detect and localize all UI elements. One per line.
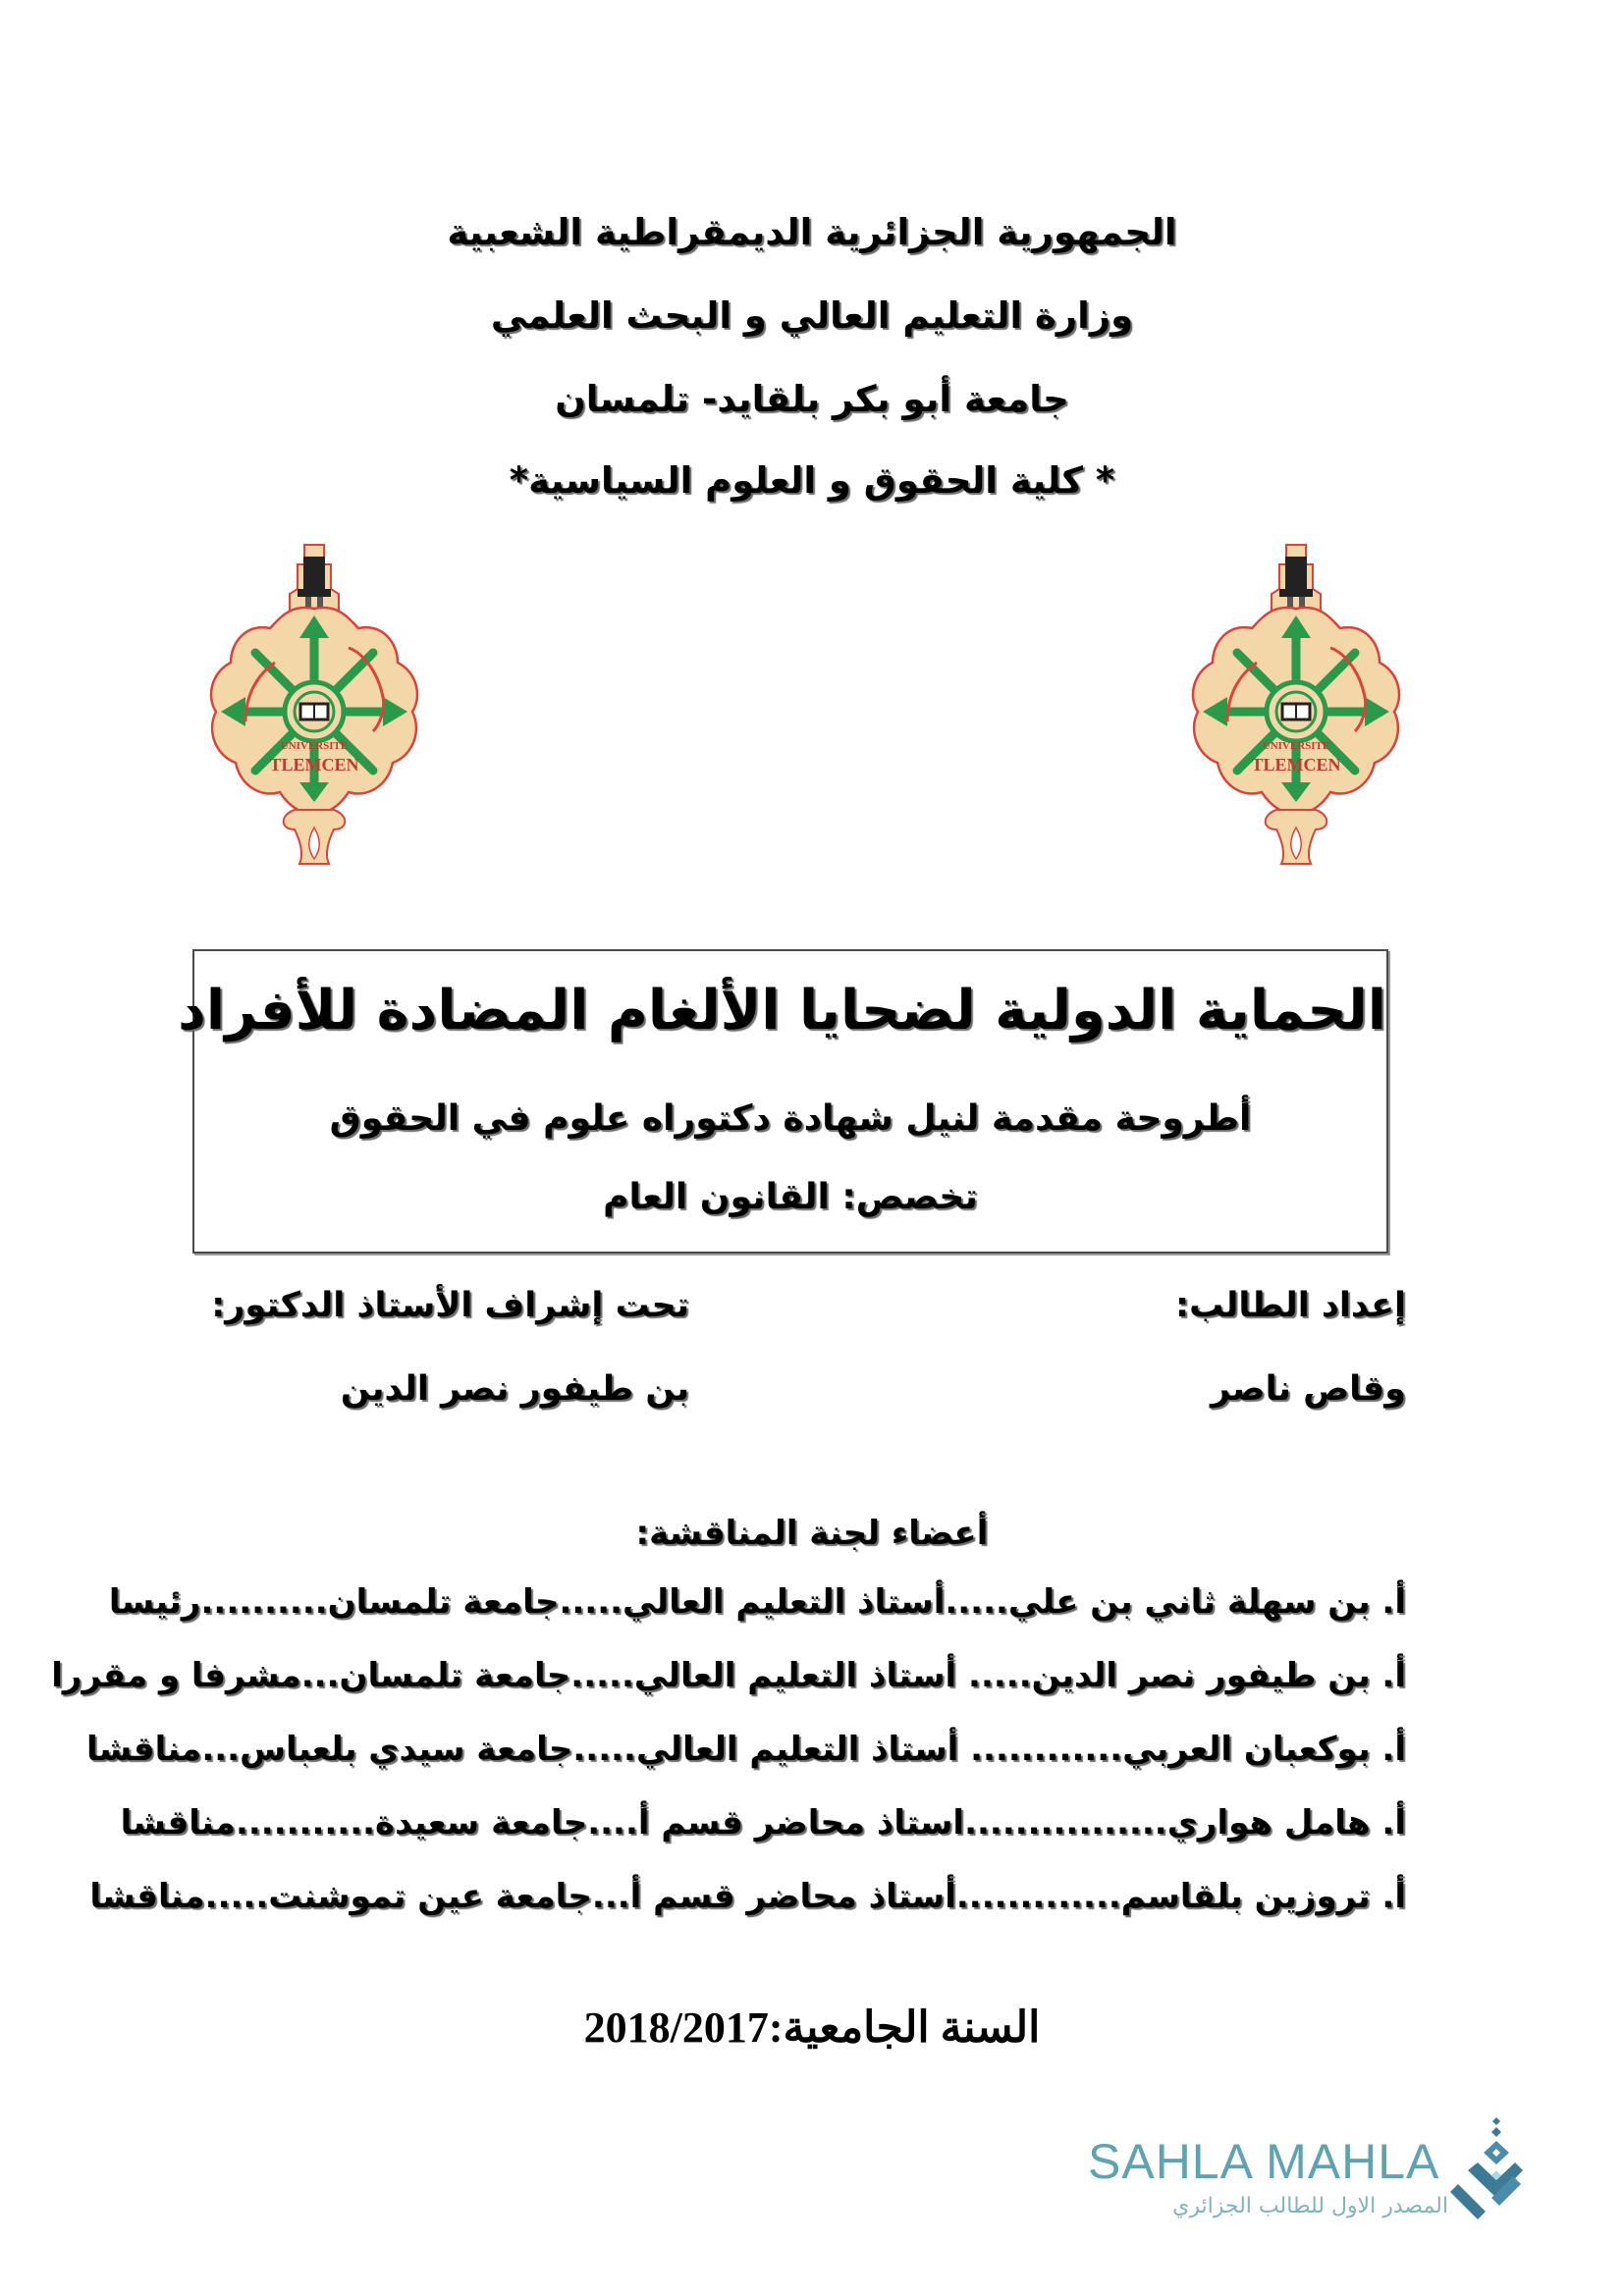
committee-member: أ. بوكعبان العربي............ أستاذ التعليم العالي.....جامعة سيدي بلعباس...مناقشا (86, 1730, 1406, 1769)
header-ministry: وزارة التعليم العالي و البحث العلمي (490, 294, 1134, 337)
svg-text:UNIVERSITE: UNIVERSITE (280, 740, 349, 752)
supervisor-name: بن طيفور نصر الدين (340, 1369, 689, 1409)
sahla-mahla-watermark (1088, 2115, 1525, 2238)
thesis-title-box (178, 949, 1388, 1254)
university-emblem-icon (1183, 535, 1409, 874)
watermark-tagline: المصدر الاول للطالب الجزائري (1172, 2194, 1448, 2218)
header-republic: الجمهورية الجزائرية الديمقراطية الشعبية (447, 211, 1177, 253)
watermark-brand: SAHLA MAHLA (1088, 2134, 1440, 2189)
svg-text:TLEMCEN: TLEMCEN (1251, 755, 1341, 774)
student-label: إعداد الطالب: (1175, 1286, 1406, 1325)
supervisor-label: تحت إشراف الأستاذ الدكتور: (211, 1286, 689, 1325)
thesis-title: الحماية الدولية لضحايا الألغام المضادة للأفراد (178, 979, 1386, 1042)
thesis-specialty: تخصص: القانون العام (603, 1177, 978, 1217)
committee-list (51, 1582, 1406, 1950)
student-name: وقاص ناصر (1211, 1369, 1406, 1409)
committee-member: أ. بن طيفور نصر الدين..... أستاذ التعليم العالي.....جامعة تلمسان...مشرفا و مقررا (51, 1656, 1406, 1695)
svg-text:UNIVERSITE: UNIVERSITE (1262, 740, 1330, 752)
committee-member: أ. بن سهلة ثاني بن علي.....أستاذ التعليم العالي.....جامعة تلمسان..........رئيسا (108, 1582, 1406, 1622)
svg-text:TLEMCEN: TLEMCEN (269, 755, 359, 774)
academic-year: السنة الجامعية:2018/2017 (583, 2003, 1041, 2052)
committee-member: أ. تروزين بلقاسم.............أستاذ محاضر قسم أ...جامعة عين تموشنت.....مناقشا (89, 1877, 1406, 1916)
header-university: جامعة أبو بكر بلقايد- تلمسان (555, 378, 1069, 420)
committee-title: أعضاء لجنة المناقشة: (635, 1514, 989, 1553)
header-faculty: * كلية الحقوق و العلوم السياسية* (509, 459, 1115, 502)
committee-member: أ. هامل هواري................استاذ محاضر قسم أ....جامعة سعيدة...........مناقشا (120, 1803, 1406, 1842)
thesis-subtitle: أطروحة مقدمة لنيل شهادة دكتوراه علوم في الحقوق (329, 1098, 1252, 1139)
university-emblem-icon (201, 535, 427, 874)
sahla-mahla-calligraphy-icon (1448, 2115, 1525, 2223)
